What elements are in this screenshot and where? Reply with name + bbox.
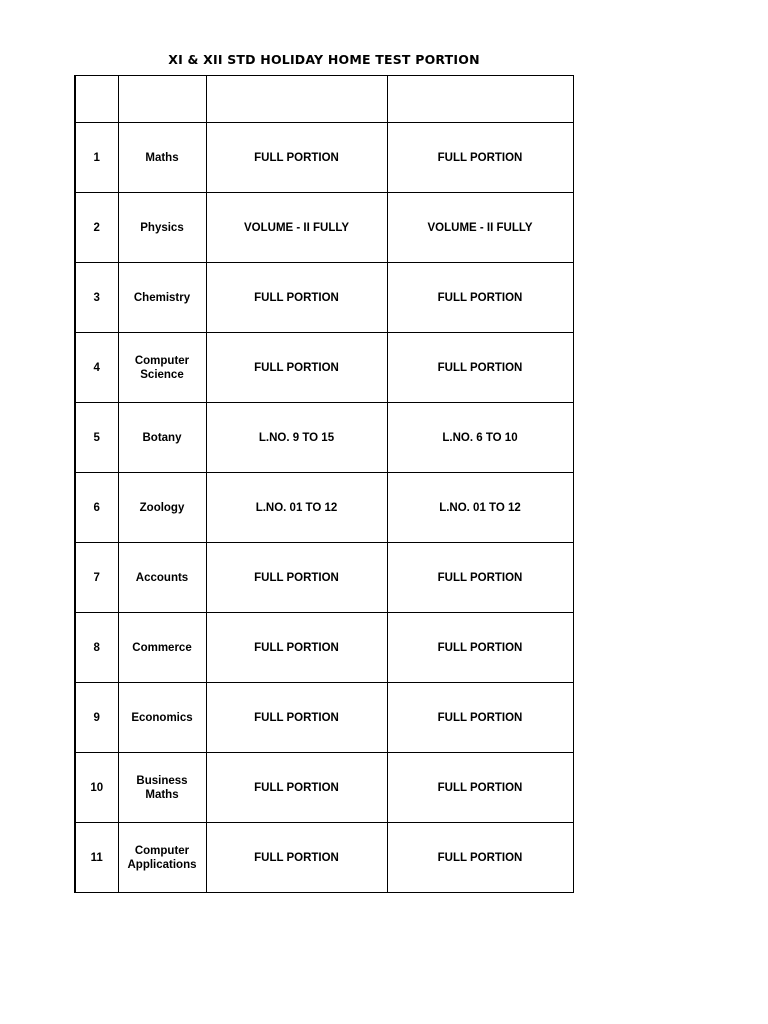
xii-portion-cell: FULL PORTION xyxy=(387,263,573,333)
xi-portion-cell: FULL PORTION xyxy=(206,333,387,403)
xi-portion-cell: FULL PORTION xyxy=(206,543,387,613)
portion-table xyxy=(74,75,574,893)
subject-cell: Physics xyxy=(118,193,206,263)
subject-cell: Accounts xyxy=(118,543,206,613)
xi-portion-cell: L.NO. 01 TO 12 xyxy=(206,473,387,543)
header-cell-xi xyxy=(206,76,387,123)
table-row xyxy=(75,683,573,753)
sno-cell: 6 xyxy=(75,473,118,543)
xii-portion-cell: FULL PORTION xyxy=(387,333,573,403)
sno-cell: 11 xyxy=(75,823,118,893)
xi-portion-cell: VOLUME - II FULLY xyxy=(206,193,387,263)
xii-portion-cell: FULL PORTION xyxy=(387,683,573,753)
xi-portion-cell: FULL PORTION xyxy=(206,823,387,893)
table-row xyxy=(75,823,573,893)
xii-portion-cell: FULL PORTION xyxy=(387,823,573,893)
table-row xyxy=(75,193,573,263)
sno-cell: 7 xyxy=(75,543,118,613)
sno-cell: 9 xyxy=(75,683,118,753)
xii-portion-cell: FULL PORTION xyxy=(387,753,573,823)
table-row xyxy=(75,123,573,193)
sno-cell: 10 xyxy=(75,753,118,823)
subject-cell: Botany xyxy=(118,403,206,473)
xi-portion-cell: L.NO. 9 TO 15 xyxy=(206,403,387,473)
xi-portion-cell: FULL PORTION xyxy=(206,263,387,333)
header-cell-subject xyxy=(118,76,206,123)
header-cell-sno xyxy=(75,76,118,123)
xi-portion-cell: FULL PORTION xyxy=(206,613,387,683)
xi-portion-cell: FULL PORTION xyxy=(206,123,387,193)
sno-cell: 3 xyxy=(75,263,118,333)
xii-portion-cell: FULL PORTION xyxy=(387,613,573,683)
table-row xyxy=(75,263,573,333)
table-row xyxy=(75,473,573,543)
table-row xyxy=(75,613,573,683)
table-row xyxy=(75,753,573,823)
xii-portion-cell: VOLUME - II FULLY xyxy=(387,193,573,263)
sno-cell: 5 xyxy=(75,403,118,473)
subject-cell: Economics xyxy=(118,683,206,753)
xi-portion-cell: FULL PORTION xyxy=(206,753,387,823)
subject-cell: Zoology xyxy=(118,473,206,543)
sno-cell: 1 xyxy=(75,123,118,193)
subject-cell: Commerce xyxy=(118,613,206,683)
xii-portion-cell: FULL PORTION xyxy=(387,123,573,193)
subject-cell: Chemistry xyxy=(118,263,206,333)
subject-cell: Maths xyxy=(118,123,206,193)
header-cell-xii xyxy=(387,76,573,123)
page-title: XI & XII STD HOLIDAY HOME TEST PORTION xyxy=(168,52,480,67)
table-row xyxy=(75,543,573,613)
sno-cell: 4 xyxy=(75,333,118,403)
subject-cell: Business Maths xyxy=(118,753,206,823)
subject-cell: Computer Applications xyxy=(118,823,206,893)
sno-cell: 2 xyxy=(75,193,118,263)
xii-portion-cell: L.NO. 01 TO 12 xyxy=(387,473,573,543)
sno-cell: 8 xyxy=(75,613,118,683)
xii-portion-cell: FULL PORTION xyxy=(387,543,573,613)
xi-portion-cell: FULL PORTION xyxy=(206,683,387,753)
xii-portion-cell: L.NO. 6 TO 10 xyxy=(387,403,573,473)
table-row xyxy=(75,403,573,473)
table-row xyxy=(75,333,573,403)
subject-cell: Computer Science xyxy=(118,333,206,403)
header-row xyxy=(75,76,573,123)
